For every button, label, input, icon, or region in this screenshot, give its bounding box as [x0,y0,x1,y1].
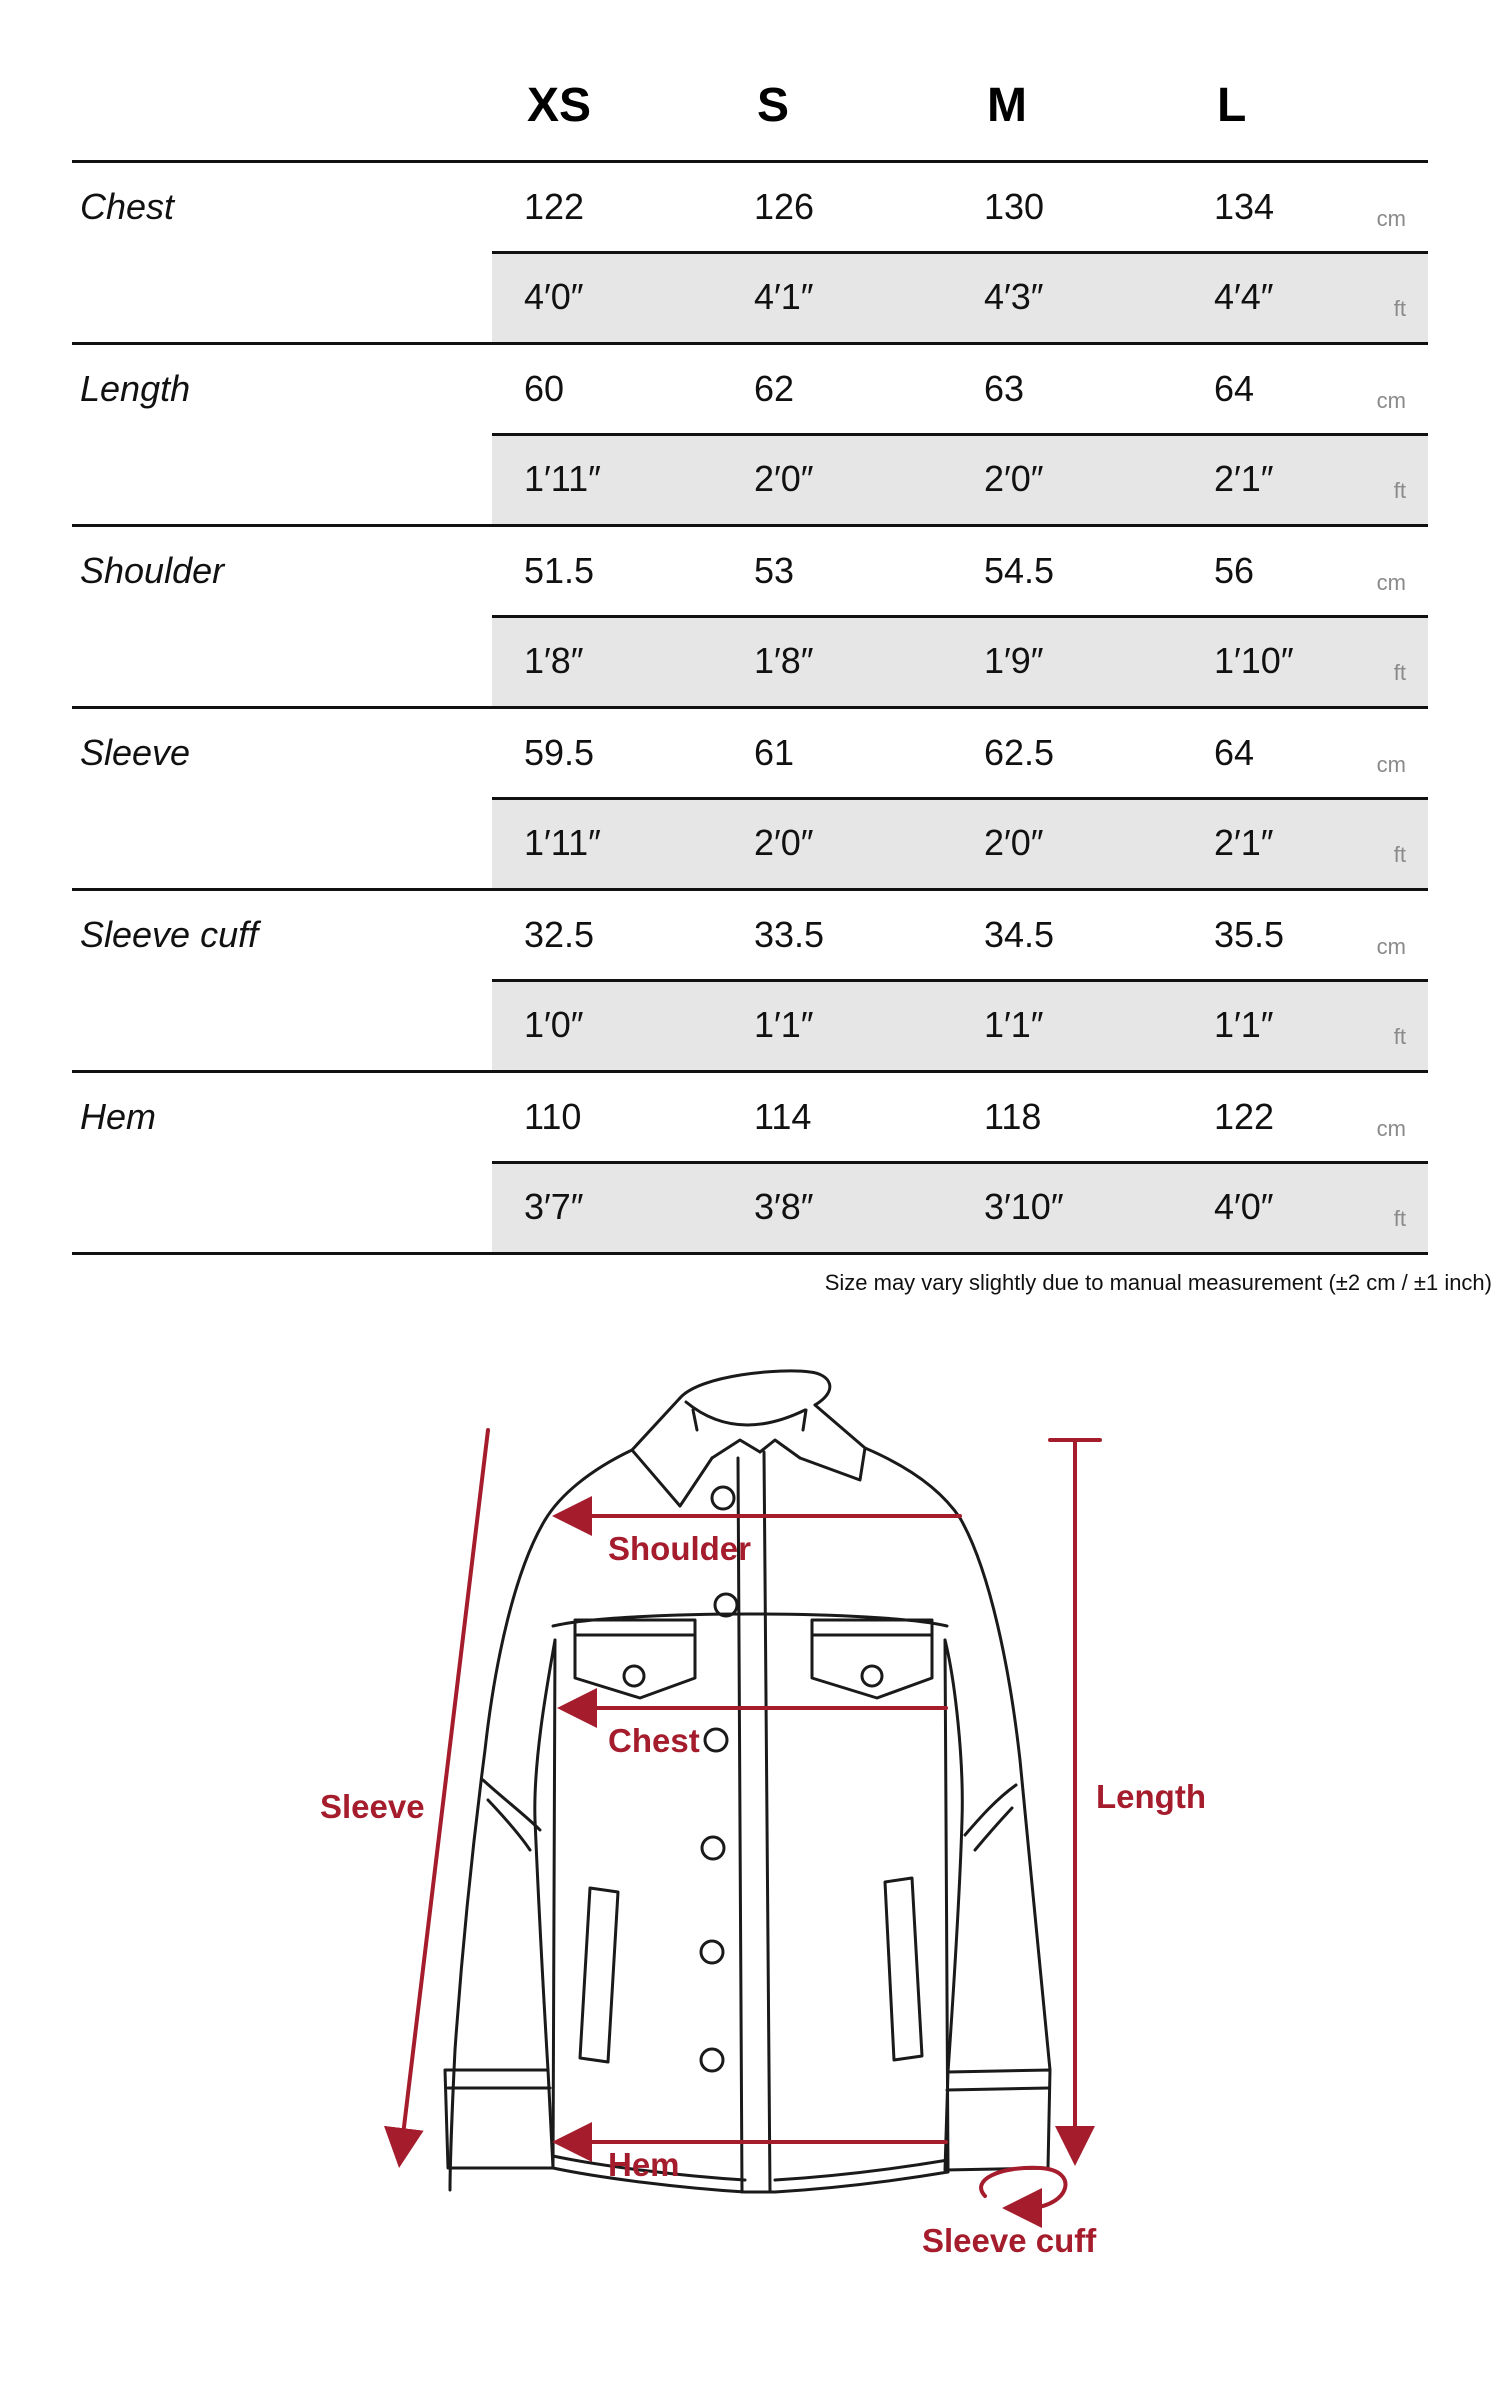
chest-label: Chest [608,1722,700,1759]
unit-label-ft: ft [1393,296,1406,321]
ft-value: 2′1″ [1214,458,1274,499]
cm-value: 33.5 [754,914,825,955]
imperial-row-band [492,800,1428,888]
row-divider [72,706,1428,709]
unit-label-cm: cm [1376,388,1406,413]
cm-value: 32.5 [524,914,595,955]
unit-label-ft: ft [1393,1024,1406,1049]
ft-value: 2′0″ [754,822,814,863]
cm-value: 62.5 [984,732,1055,773]
cm-value: 63 [984,368,1025,409]
unit-label-cm: cm [1376,206,1406,231]
ft-value: 2′0″ [984,458,1044,499]
row-divider [492,251,1428,254]
ft-value: 4′1″ [754,276,814,317]
ft-value: 1′1″ [1214,1004,1274,1045]
row-divider [492,797,1428,800]
sleeve-cuff-loop-arrow [981,2168,1065,2208]
cm-value: 61 [754,732,795,773]
unit-label-ft: ft [1393,842,1406,867]
jacket-outline [445,1371,1050,2192]
ft-value: 1′10″ [1214,640,1294,681]
table-bottom-border [72,1252,1428,1255]
row-label-shoulder: Shoulder [80,550,225,591]
unit-label-ft: ft [1393,660,1406,685]
ft-value: 3′8″ [754,1186,814,1227]
cm-value: 110 [524,1096,582,1137]
cm-value: 126 [754,186,815,227]
row-divider [72,524,1428,527]
cm-value: 62 [754,368,795,409]
unit-label-cm: cm [1376,934,1406,959]
row-divider [492,979,1428,982]
cm-value: 122 [1214,1096,1275,1137]
imperial-row-band [492,1164,1428,1252]
ft-value: 4′4″ [1214,276,1274,317]
cm-value: 56 [1214,550,1255,591]
ft-value: 1′11″ [524,458,601,499]
unit-label-cm: cm [1376,570,1406,595]
shoulder-label: Shoulder [608,1530,752,1567]
jacket-measurement-diagram [0,1330,1500,2400]
cm-value: 54.5 [984,550,1055,591]
row-divider [72,888,1428,891]
ft-value: 4′3″ [984,276,1044,317]
ft-value: 3′10″ [984,1186,1064,1227]
imperial-row-band [492,982,1428,1070]
unit-label-cm: cm [1376,752,1406,777]
row-divider [72,1070,1428,1073]
ft-value: 1′8″ [524,640,584,681]
cm-value: 118 [984,1096,1042,1137]
cm-value: 60 [524,368,565,409]
measurement-footnote: Size may vary slightly due to manual measurement (±2 cm / ±1 inch) [824,1270,1492,1295]
length-label: Length [1096,1778,1206,1815]
cm-value: 134 [1214,186,1275,227]
jacket-illustration [0,1330,1500,2400]
cm-value: 122 [524,186,585,227]
cm-value: 114 [754,1096,812,1137]
ft-value: 1′1″ [754,1004,814,1045]
row-label-sleeve: Sleeve [80,732,191,773]
cm-value: 51.5 [524,550,595,591]
cm-value: 64 [1214,732,1255,773]
size-header-xs: XS [527,79,592,132]
ft-value: 2′0″ [984,822,1044,863]
imperial-row-band [492,254,1428,342]
row-label-length: Length [80,368,191,409]
ft-value: 3′7″ [524,1186,584,1227]
size-header-m: M [987,79,1027,132]
unit-label-cm: cm [1376,1116,1406,1141]
size-chart-table [72,0,1428,1260]
unit-label-ft: ft [1393,478,1406,503]
ft-value: 2′1″ [1214,822,1274,863]
cm-value: 35.5 [1214,914,1285,955]
cm-value: 59.5 [524,732,595,773]
cm-value: 53 [754,550,795,591]
sleeve-cuff-label: Sleeve cuff [922,2222,1097,2259]
sleeve-label: Sleeve [320,1788,425,1825]
hem-label: Hem [608,2146,680,2183]
row-label-hem: Hem [80,1096,157,1137]
row-divider [492,433,1428,436]
header-divider [72,160,1428,163]
cm-value: 34.5 [984,914,1055,955]
ft-value: 1′11″ [524,822,601,863]
cm-value: 130 [984,186,1045,227]
row-label-sleeve-cuff: Sleeve cuff [80,914,259,955]
ft-value: 1′1″ [984,1004,1044,1045]
row-label-chest: Chest [80,186,175,227]
row-divider [492,1161,1428,1164]
imperial-row-band [492,436,1428,524]
row-divider [72,342,1428,345]
row-divider [492,615,1428,618]
ft-value: 4′0″ [524,276,584,317]
ft-value: 4′0″ [1214,1186,1274,1227]
ft-value: 1′8″ [754,640,814,681]
size-header-l: L [1217,79,1247,132]
unit-label-ft: ft [1393,1206,1406,1231]
ft-value: 1′9″ [984,640,1044,681]
ft-value: 2′0″ [754,458,814,499]
ft-value: 1′0″ [524,1004,584,1045]
size-header-s: S [757,79,790,132]
cm-value: 64 [1214,368,1255,409]
